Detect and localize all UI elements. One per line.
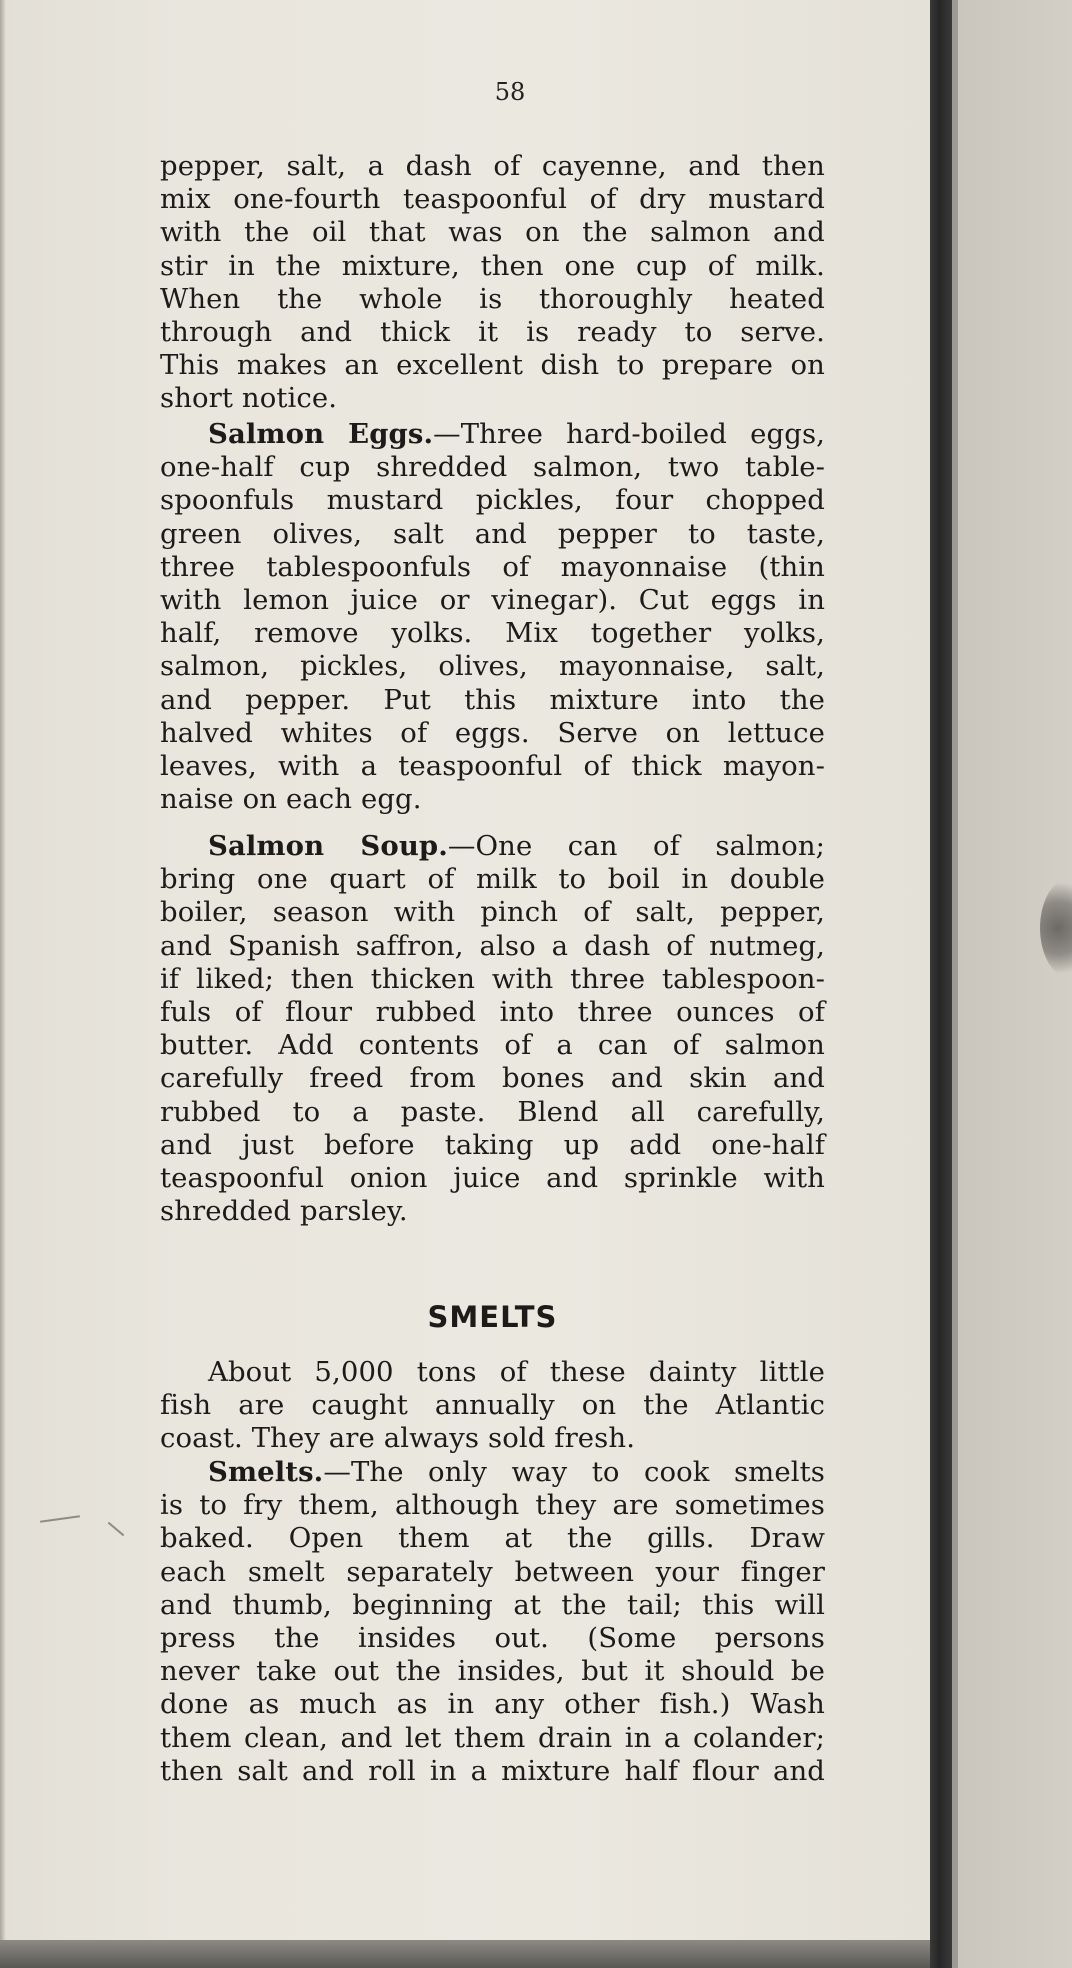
text-line: halved whites of eggs. Serve on lettuce — [160, 716, 825, 749]
recipe-title-line — [160, 1456, 825, 1489]
text-line: butter. Add contents of a can of salmon — [160, 1029, 825, 1062]
text-line: baked. Open them at the gills. Draw — [160, 1522, 825, 1555]
recipe-salmon-eggs — [160, 418, 825, 816]
text-line: with the oil that was on the salmon and — [160, 216, 825, 249]
text-line: one-half cup shredded salmon, two table- — [160, 451, 825, 484]
text-line: spoonfuls mustard pickles, four chopped — [160, 484, 825, 517]
recipe-salmon-soup — [160, 830, 825, 1228]
text-line: never take out the insides, but it should be — [160, 1655, 825, 1688]
recipe-title: Smelts. — [208, 1456, 324, 1488]
book-binding — [930, 0, 952, 1968]
page-number: 58 — [494, 78, 526, 106]
text-line: leaves, with a teaspoonful of thick mayon- — [160, 749, 825, 782]
text-line: with lemon juice or vinegar). Cut eggs in — [160, 583, 825, 616]
recipe-title: Salmon Eggs. — [208, 418, 434, 450]
text-line: then salt and roll in a mixture half flour and — [160, 1754, 825, 1787]
text-line: naise on each egg. — [160, 783, 422, 816]
text-line: and thumb, beginning at the tail; this will — [160, 1588, 825, 1621]
text-line: salmon, pickles, olives, mayonnaise, salt, — [160, 650, 825, 683]
text-line: them clean, and let them drain in a colander; — [160, 1721, 825, 1754]
text-line: each smelt separately between your finger — [160, 1555, 825, 1588]
text-line: mix one-fourth teaspoonful of dry mustard — [160, 183, 825, 216]
text-line: and just before taking up add one-half — [160, 1128, 825, 1161]
recipe-title-line — [160, 830, 825, 863]
smelts-intro — [160, 1356, 825, 1456]
text-line: About 5,000 tons of these dainty little — [208, 1356, 825, 1388]
text-line: rubbed to a paste. Blend all carefully, — [160, 1095, 825, 1128]
text-line: if liked; then thicken with three tablespoon- — [160, 962, 825, 995]
text-line: is to fry them, although they are sometimes — [160, 1489, 825, 1522]
text-line: bring one quart of milk to boil in double — [160, 863, 825, 896]
text-line: coast. They are always sold fresh. — [160, 1422, 636, 1455]
page-bottom-shadow — [0, 1940, 930, 1968]
text-line: half, remove yolks. Mix together yolks, — [160, 617, 825, 650]
continued-paragraph — [160, 150, 825, 416]
adjacent-page — [958, 0, 1072, 1968]
text-line: short notice. — [160, 382, 338, 415]
recipe-title-line — [160, 418, 825, 451]
text-line: teaspoonful onion juice and sprinkle with — [160, 1161, 825, 1194]
text-line: When the whole is thoroughly heated — [160, 282, 825, 315]
text-line: green olives, salt and pepper to taste, — [160, 517, 825, 550]
text-line: fish are caught annually on the Atlantic — [160, 1389, 825, 1422]
text-line: stir in the mixture, then one cup of milk. — [160, 249, 825, 282]
text-line: fuls of flour rubbed into three ounces of — [160, 995, 825, 1028]
text-line: and Spanish saffron, also a dash of nutmeg, — [160, 929, 825, 962]
text-line: carefully freed from bones and skin and — [160, 1062, 825, 1095]
text-line: and pepper. Put this mixture into the — [160, 683, 825, 716]
text-line: three tablespoonfuls of mayonnaise (thin — [160, 550, 825, 583]
text-line: This makes an excellent dish to prepare on — [160, 349, 825, 382]
recipe-title: Salmon Soup. — [208, 830, 448, 862]
text-line: through and thick it is ready to serve. — [160, 315, 825, 348]
recipe-smelts — [160, 1456, 825, 1788]
text-line: done as much as in any other fish.) Wash — [160, 1688, 825, 1721]
recipe-text: —The only way to cook smelts — [323, 1456, 825, 1488]
text-line: press the insides out. (Some persons — [160, 1621, 825, 1654]
section-heading: SMELTS — [427, 1300, 558, 1334]
text-line: boiler, season with pinch of salt, pepper, — [160, 896, 825, 929]
text-line: shredded parsley. — [160, 1195, 408, 1228]
recipe-text: —Three hard-boiled eggs, — [433, 418, 825, 450]
recipe-text: —One can of salmon; — [447, 830, 825, 862]
text-line: pepper, salt, a dash of cayenne, and then — [160, 150, 825, 182]
page-left-edge — [0, 0, 6, 1940]
